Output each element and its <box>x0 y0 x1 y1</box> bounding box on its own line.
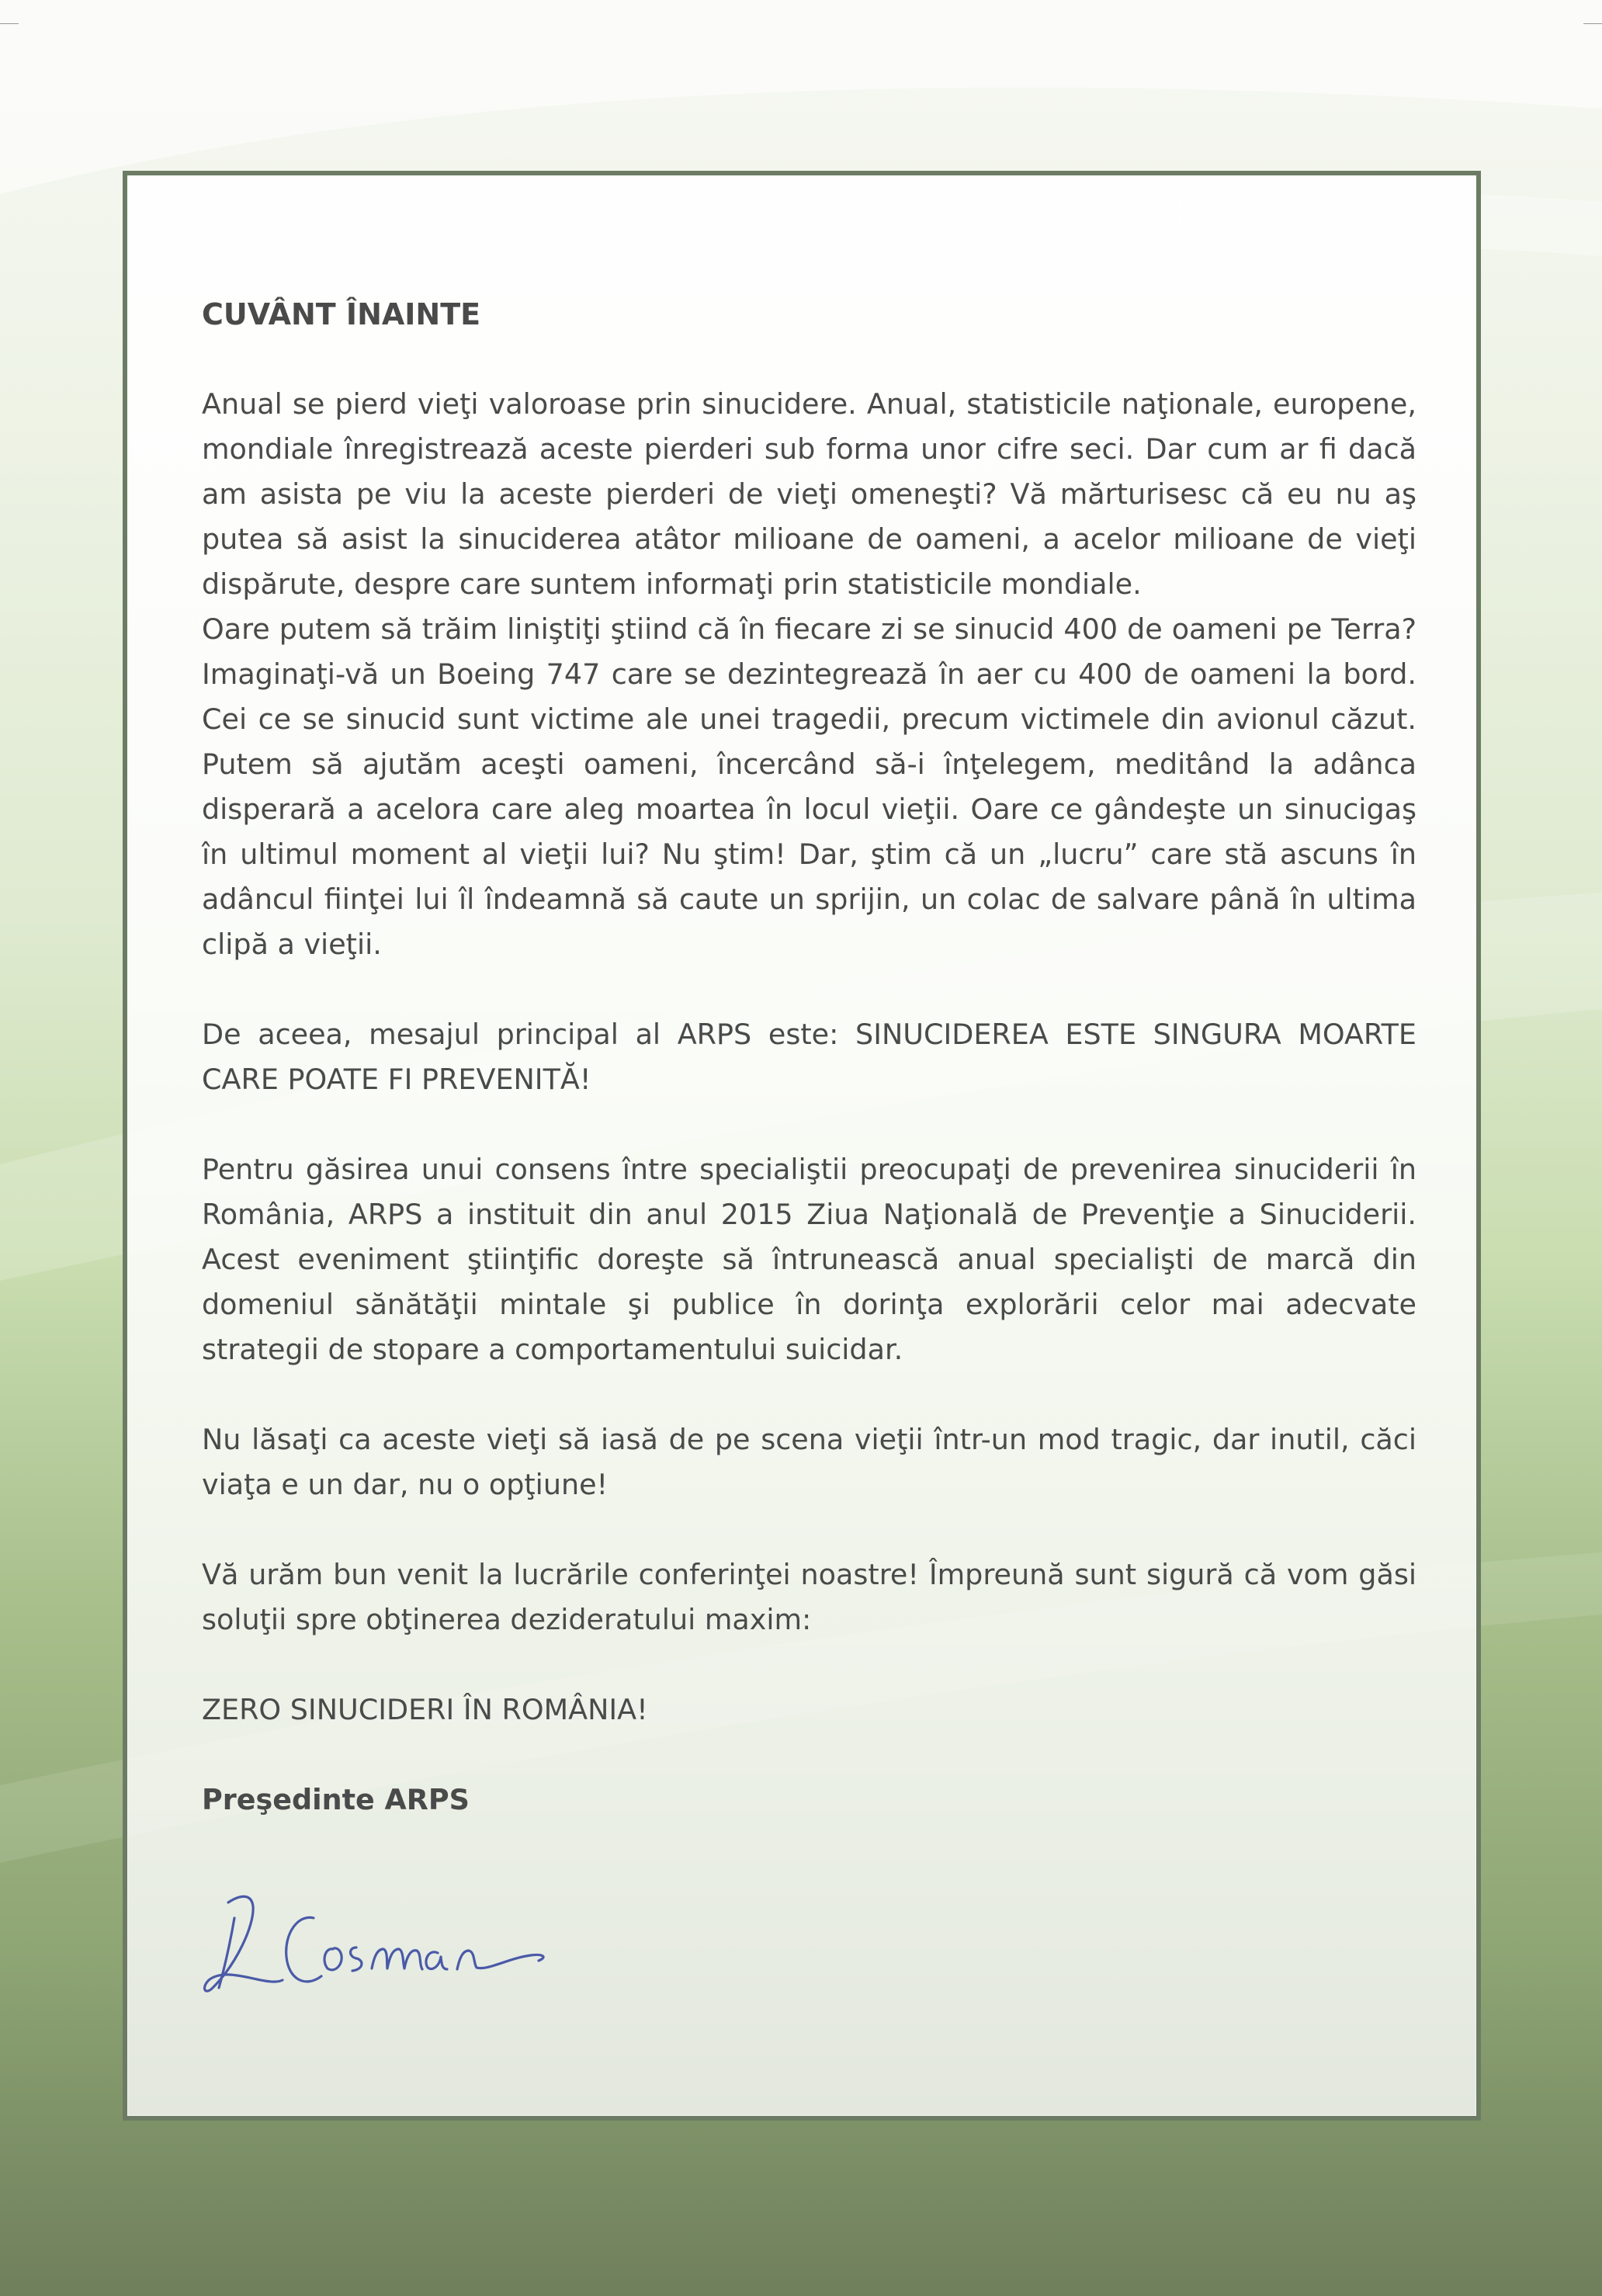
foreword-content <box>202 292 1416 1823</box>
paragraph: Pentru găsirea unui consens între specialiştii preocupaţi de prevenirea sinuciderii în România, ARPS a instituit din anul 2015 Ziua Naţională de Prevenţie a Sinuciderii. Acest eveniment ştiinţific doreşte să întrunească anual specialişti de marcă din domeniul sănătăţii mintale şi publice în dorinţa explorării celor mai adecvate strategii de stopare a comportamentului suicidar. <box>202 1153 1416 1366</box>
paragraph: De aceea, mesajul principal al ARPS este: SINUCIDEREA ESTE SINGURA MOARTE CARE POATE FI PREVENITĂ! <box>202 1018 1416 1096</box>
paragraph: Vă urăm bun venit la lucrările conferinţei noastre! Împreună sunt sigură că vom găsi soluţii spre obţinerea dezideratului maxim: <box>202 1558 1416 1636</box>
handwritten-signature <box>197 1871 585 2011</box>
crop-mark <box>1583 5 1602 24</box>
signatory-role: Preşedinte ARPS <box>202 1783 470 1816</box>
paragraph: Anual se pierd vieţi valoroase prin sinucidere. Anual, statisticile naţionale, europene, mondiale înregistrează aceste pierderi sub forma unor cifre seci. Dar cum ar fi dacă am asista pe viu la aceste pierderi de vieţi omeneşti? Vă mărturisesc că eu nu aş putea să asist la sinuciderea atâtor milioane de oameni, a acelor milioane de vieţi dispărute, despre care suntem informaţi prin statisticile mondiale. <box>202 387 1416 601</box>
foreword-card <box>123 171 1481 2121</box>
closing-slogan: ZERO SINUCIDERI ÎN ROMÂNIA! <box>202 1693 648 1726</box>
paragraph: Oare putem să trăim liniştiţi ştiind că în fiecare zi se sinucid 400 de oameni pe Terra? Imaginaţi-vă un Boeing 747 care se dezintegrează în aer cu 400 de oameni la bord. Cei ce se sinucid sunt victime ale unei tragedii, precum victimele din avionul căzut. Putem să ajutăm aceşti oameni, încercând să-i înţelegem, meditând la adânca disperară a acelora care aleg moartea în locul vieţii. Oare ce gândeşte un sinucigaş în ultimul moment al vieţii lui? Nu ştim! Dar, ştim că un „lucru” care stă ascuns în adâncul fiinţei lui îl îndeamnă să caute un sprijin, un colac de salvare până în ultima clipă a vieţii. <box>202 612 1416 961</box>
crop-mark <box>0 5 19 24</box>
page-title: CUVÂNT ÎNAINTE <box>202 297 481 331</box>
paragraph: Nu lăsaţi ca aceste vieţi să iasă de pe scena vieţii într-un mod tragic, dar inutil, căci viaţa e un dar, nu o opţiune! <box>202 1423 1416 1501</box>
